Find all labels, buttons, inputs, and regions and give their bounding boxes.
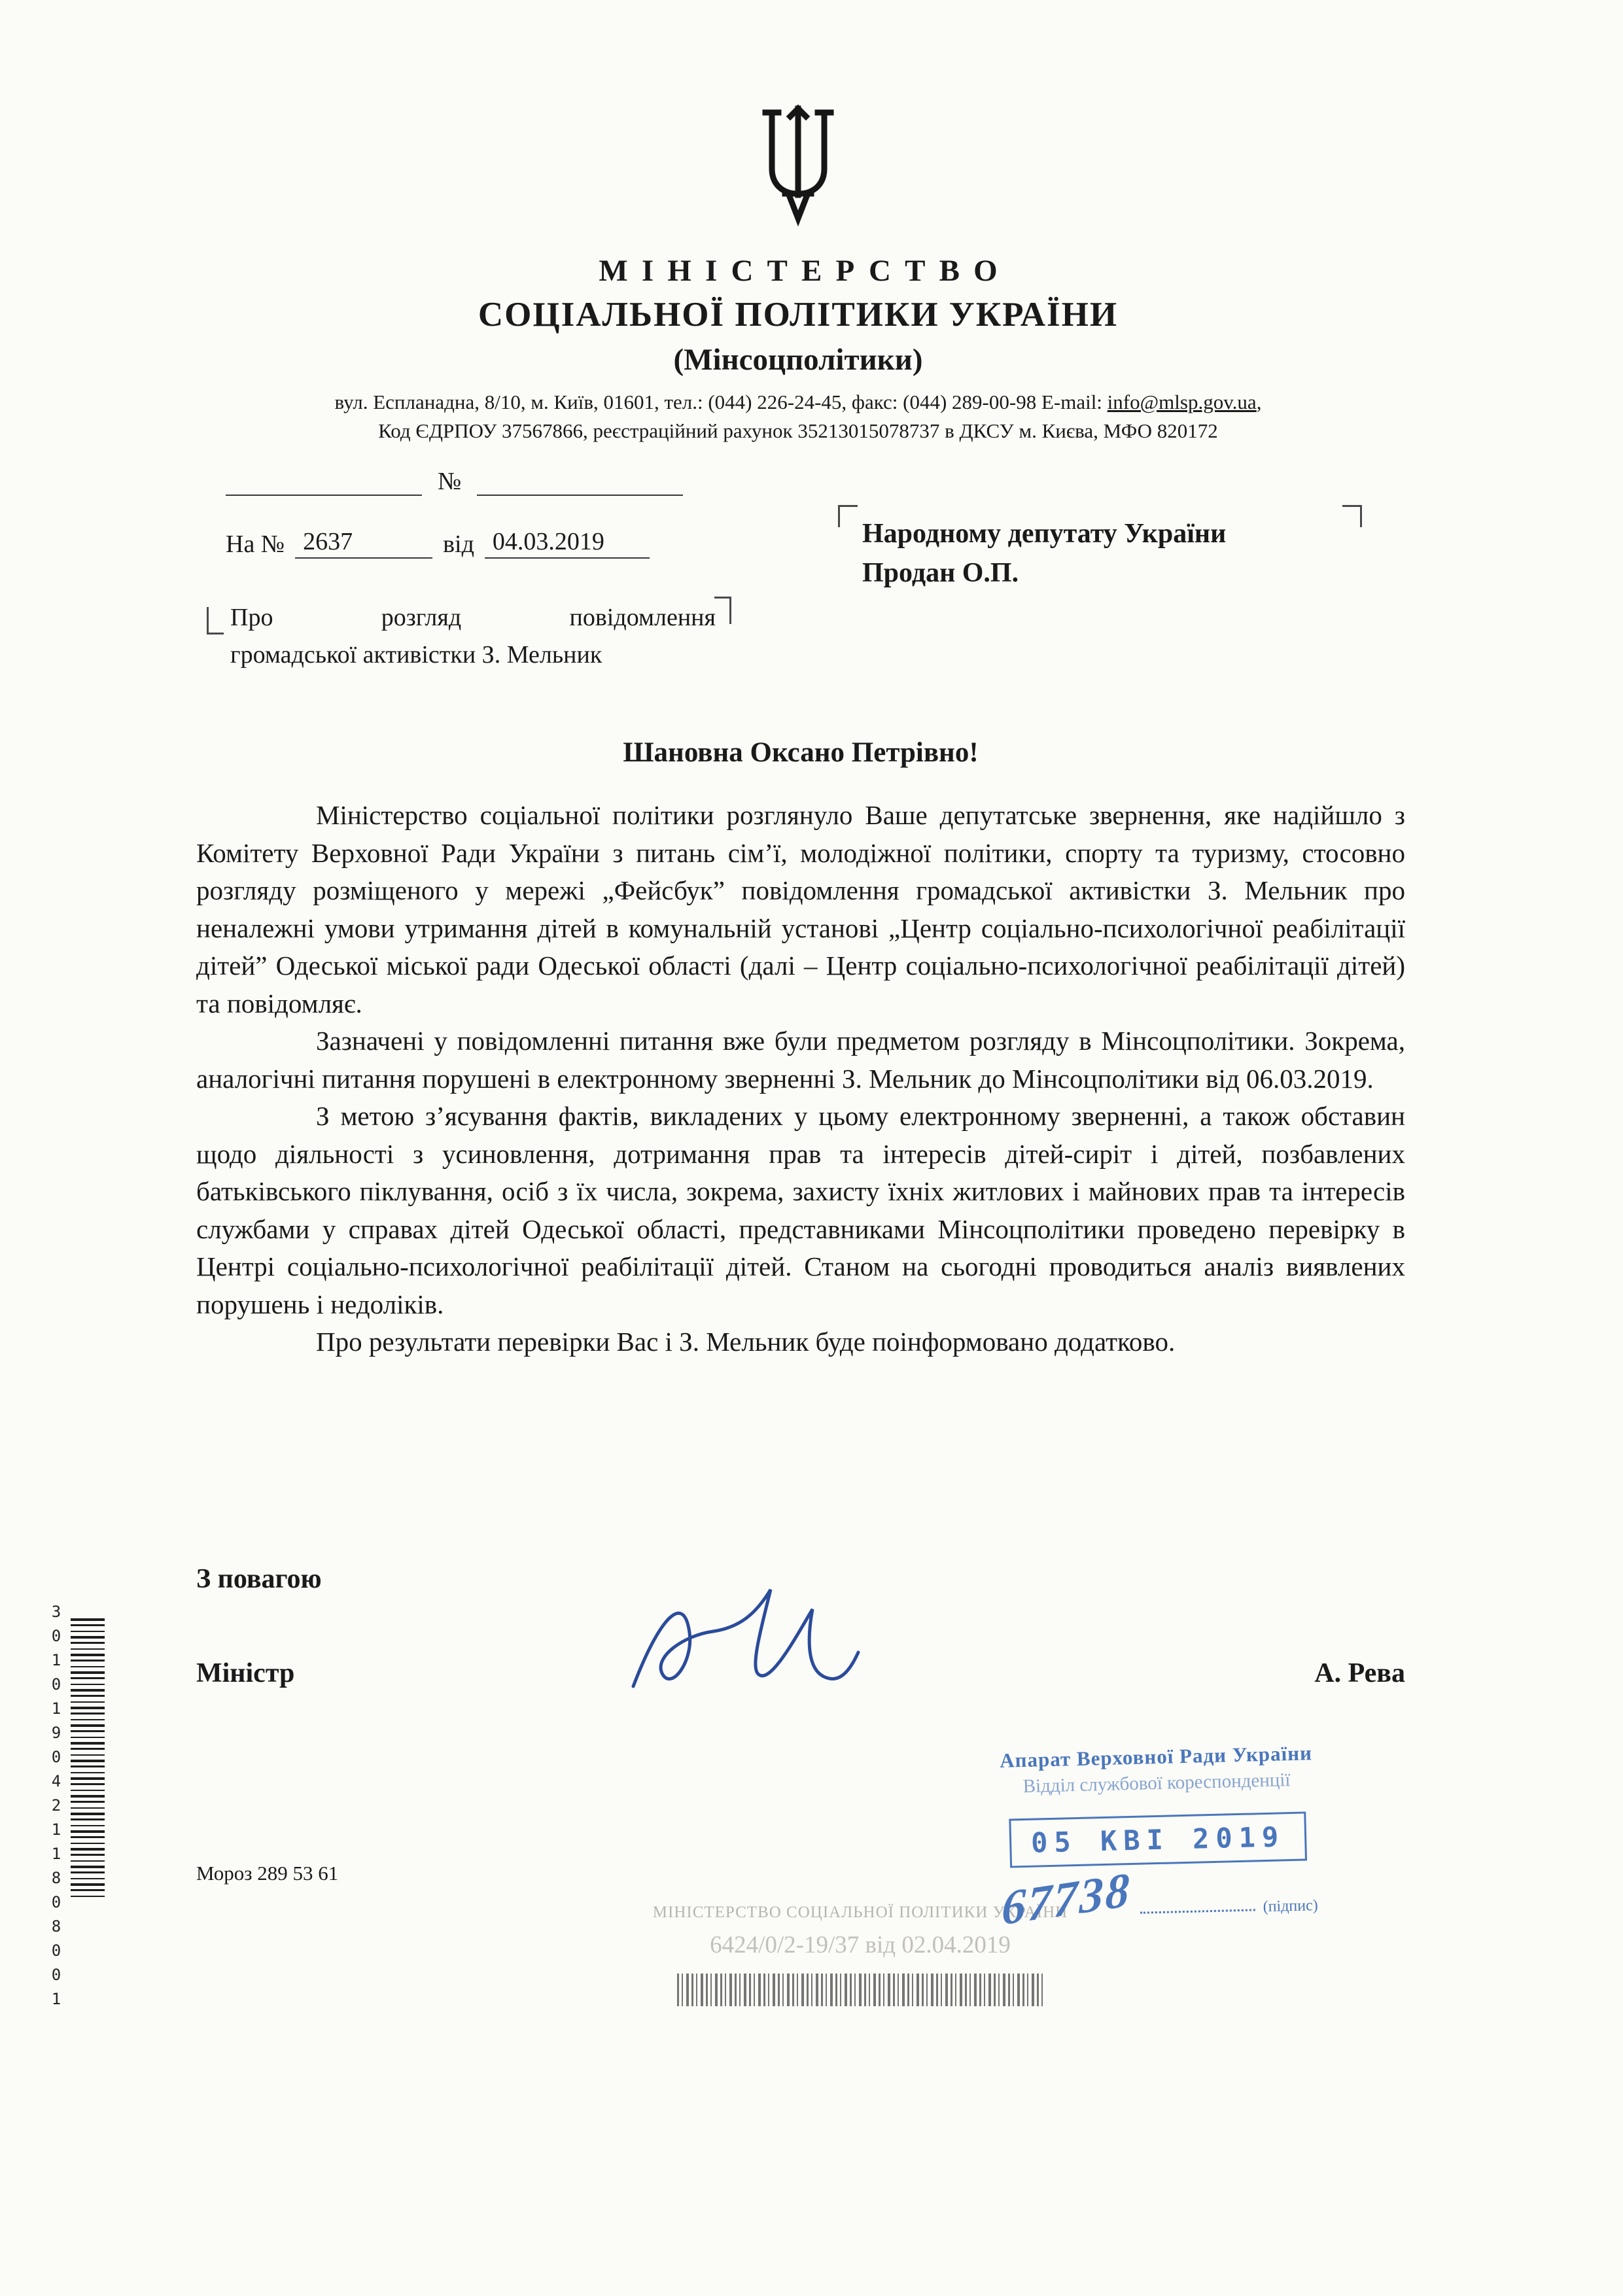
stamp-signature-label: (підпис)	[1263, 1897, 1319, 1916]
letter-body	[196, 797, 1405, 1361]
stamp-department: Відділ службової кореспонденції	[1022, 1769, 1291, 1798]
letterhead-contacts	[20, 391, 1577, 414]
reply-number-value: 2637	[295, 527, 432, 559]
signer-name: А. Рева	[1314, 1658, 1405, 1688]
stamp-number-row	[982, 1862, 1336, 1936]
number-blank-field	[477, 466, 683, 496]
addressee-line2: Продан О.П.	[862, 558, 1019, 588]
subject-corner-mark-left	[207, 607, 224, 635]
subject-line1: Про розгляд повідомлення	[230, 604, 716, 631]
vertical-barcode-digits: 30101904211808001	[47, 1603, 65, 2014]
incoming-stamp	[979, 1741, 1337, 1936]
addressee-corner-mark-left	[838, 505, 858, 527]
reply-date-value: 04.03.2019	[485, 527, 650, 559]
ministry-name-line2: СОЦІАЛЬНОЇ ПОЛІТИКИ УКРАЇНИ	[478, 296, 1119, 334]
stamp-handwritten-number: 67738	[1001, 1862, 1132, 1936]
executor-contact: Мороз 289 53 61	[196, 1862, 339, 1885]
ukraine-trident-emblem-icon	[755, 103, 841, 237]
registry-number: 6424/0/2-19/37 від 02.04.2019	[710, 1932, 1011, 1958]
address-comma: ,	[1256, 391, 1262, 413]
addressee-line1: Народному депутату України	[862, 519, 1227, 549]
reply-date-label: від	[443, 531, 474, 558]
ministry-name: МІНІСТЕРСТВО	[599, 254, 1011, 288]
registry-barcode	[677, 1974, 1043, 2006]
paragraph-1: Міністерство соціальної політики розглянуло Ваше депутатське звернення, яке надійшло з Комітету Верховної Ради України з питань сім’ї, молодіжної політики, спорту та туризму, стосовно розгляду розміщеного у мережі „Фейсбук” повідомлення громадської активістки З. Мельник про неналежні умови утримання дітей в комунальній установі „Центр соціально-психологічної реабілітації дітей” Одеської міської ради Одеської області (далі – Центр соціально-психологічної реабілітації дітей) та повідомляє.	[196, 800, 1405, 1018]
email-link: info@mlsp.gov.ua	[1107, 391, 1257, 413]
letterhead-registration-line: Код ЄДРПОУ 37567866, реєстраційний рахунок 35213015078737 в ДКСУ м. Києва, МФО 820172	[378, 419, 1218, 442]
vertical-barcode-bars	[71, 1618, 105, 1898]
letterhead	[20, 103, 1577, 443]
address-text: вул. Еспланадна, 8/10, м. Київ, 01601, тел.: (044) 226-24-45, факс: (044) 289-00-98 E-mail:	[334, 391, 1108, 413]
stamp-dotted-line	[1140, 1909, 1255, 1913]
registry-organization: МІНІСТЕРСТВО СОЦІАЛЬНОЇ ПОЛІТИКИ УКРАЇНИ	[652, 1904, 1068, 1921]
reply-reference-line	[226, 527, 650, 559]
paragraph-2: Зазначені у повідомленні питання вже були предметом розгляду в Мінсоцполітики. Зокрема, аналогічні питання порушені в електронному зверненні З. Мельник до Мінсоцполітики від 06.03.2019.	[196, 1026, 1405, 1094]
stamp-organization: Апарат Верховної Ради України	[999, 1741, 1313, 1772]
outgoing-number-line	[226, 466, 683, 496]
salutation: Шановна Оксано Петрівно!	[623, 737, 979, 768]
paragraph-4: Про результати перевірки Вас і З. Мельник буде поінформовано додатково.	[316, 1327, 1176, 1357]
subject-block	[230, 599, 716, 674]
closing-phrase: З повагою	[196, 1564, 322, 1594]
date-blank-field	[226, 466, 422, 496]
signer-position: Міністр	[196, 1658, 295, 1688]
paragraph-3: З метою з’ясування фактів, викладених у цьому електронному зверненні, а також обставин щодо діяльності з усиновлення, дотримання прав та інтересів дітей-сиріт і дітей, позбавлених батьківського піклування, осіб з їх числа, зокрема, захисту їхніх житлових і майнових прав та інтересів службами у справах дітей Одеської області, представниками Мінсоцполітики проведено перевірку в Центрі соціально-психологічної реабілітації дітей. Станом на сьогодні проводиться аналіз виявлених порушень і недоліків.	[196, 1101, 1405, 1319]
stamp-date: 05 КВІ 2019	[1009, 1811, 1307, 1868]
number-sign-label: №	[438, 468, 462, 495]
addressee-block	[862, 514, 1350, 593]
vertical-barcode	[47, 1603, 105, 2014]
reply-prefix-label: На №	[226, 531, 285, 558]
subject-corner-mark-right	[714, 597, 731, 624]
ministry-short-name: (Мінсоцполітики)	[673, 343, 923, 377]
handwritten-signature	[621, 1575, 870, 1716]
subject-line2: громадської активістки З. Мельник	[230, 641, 602, 669]
